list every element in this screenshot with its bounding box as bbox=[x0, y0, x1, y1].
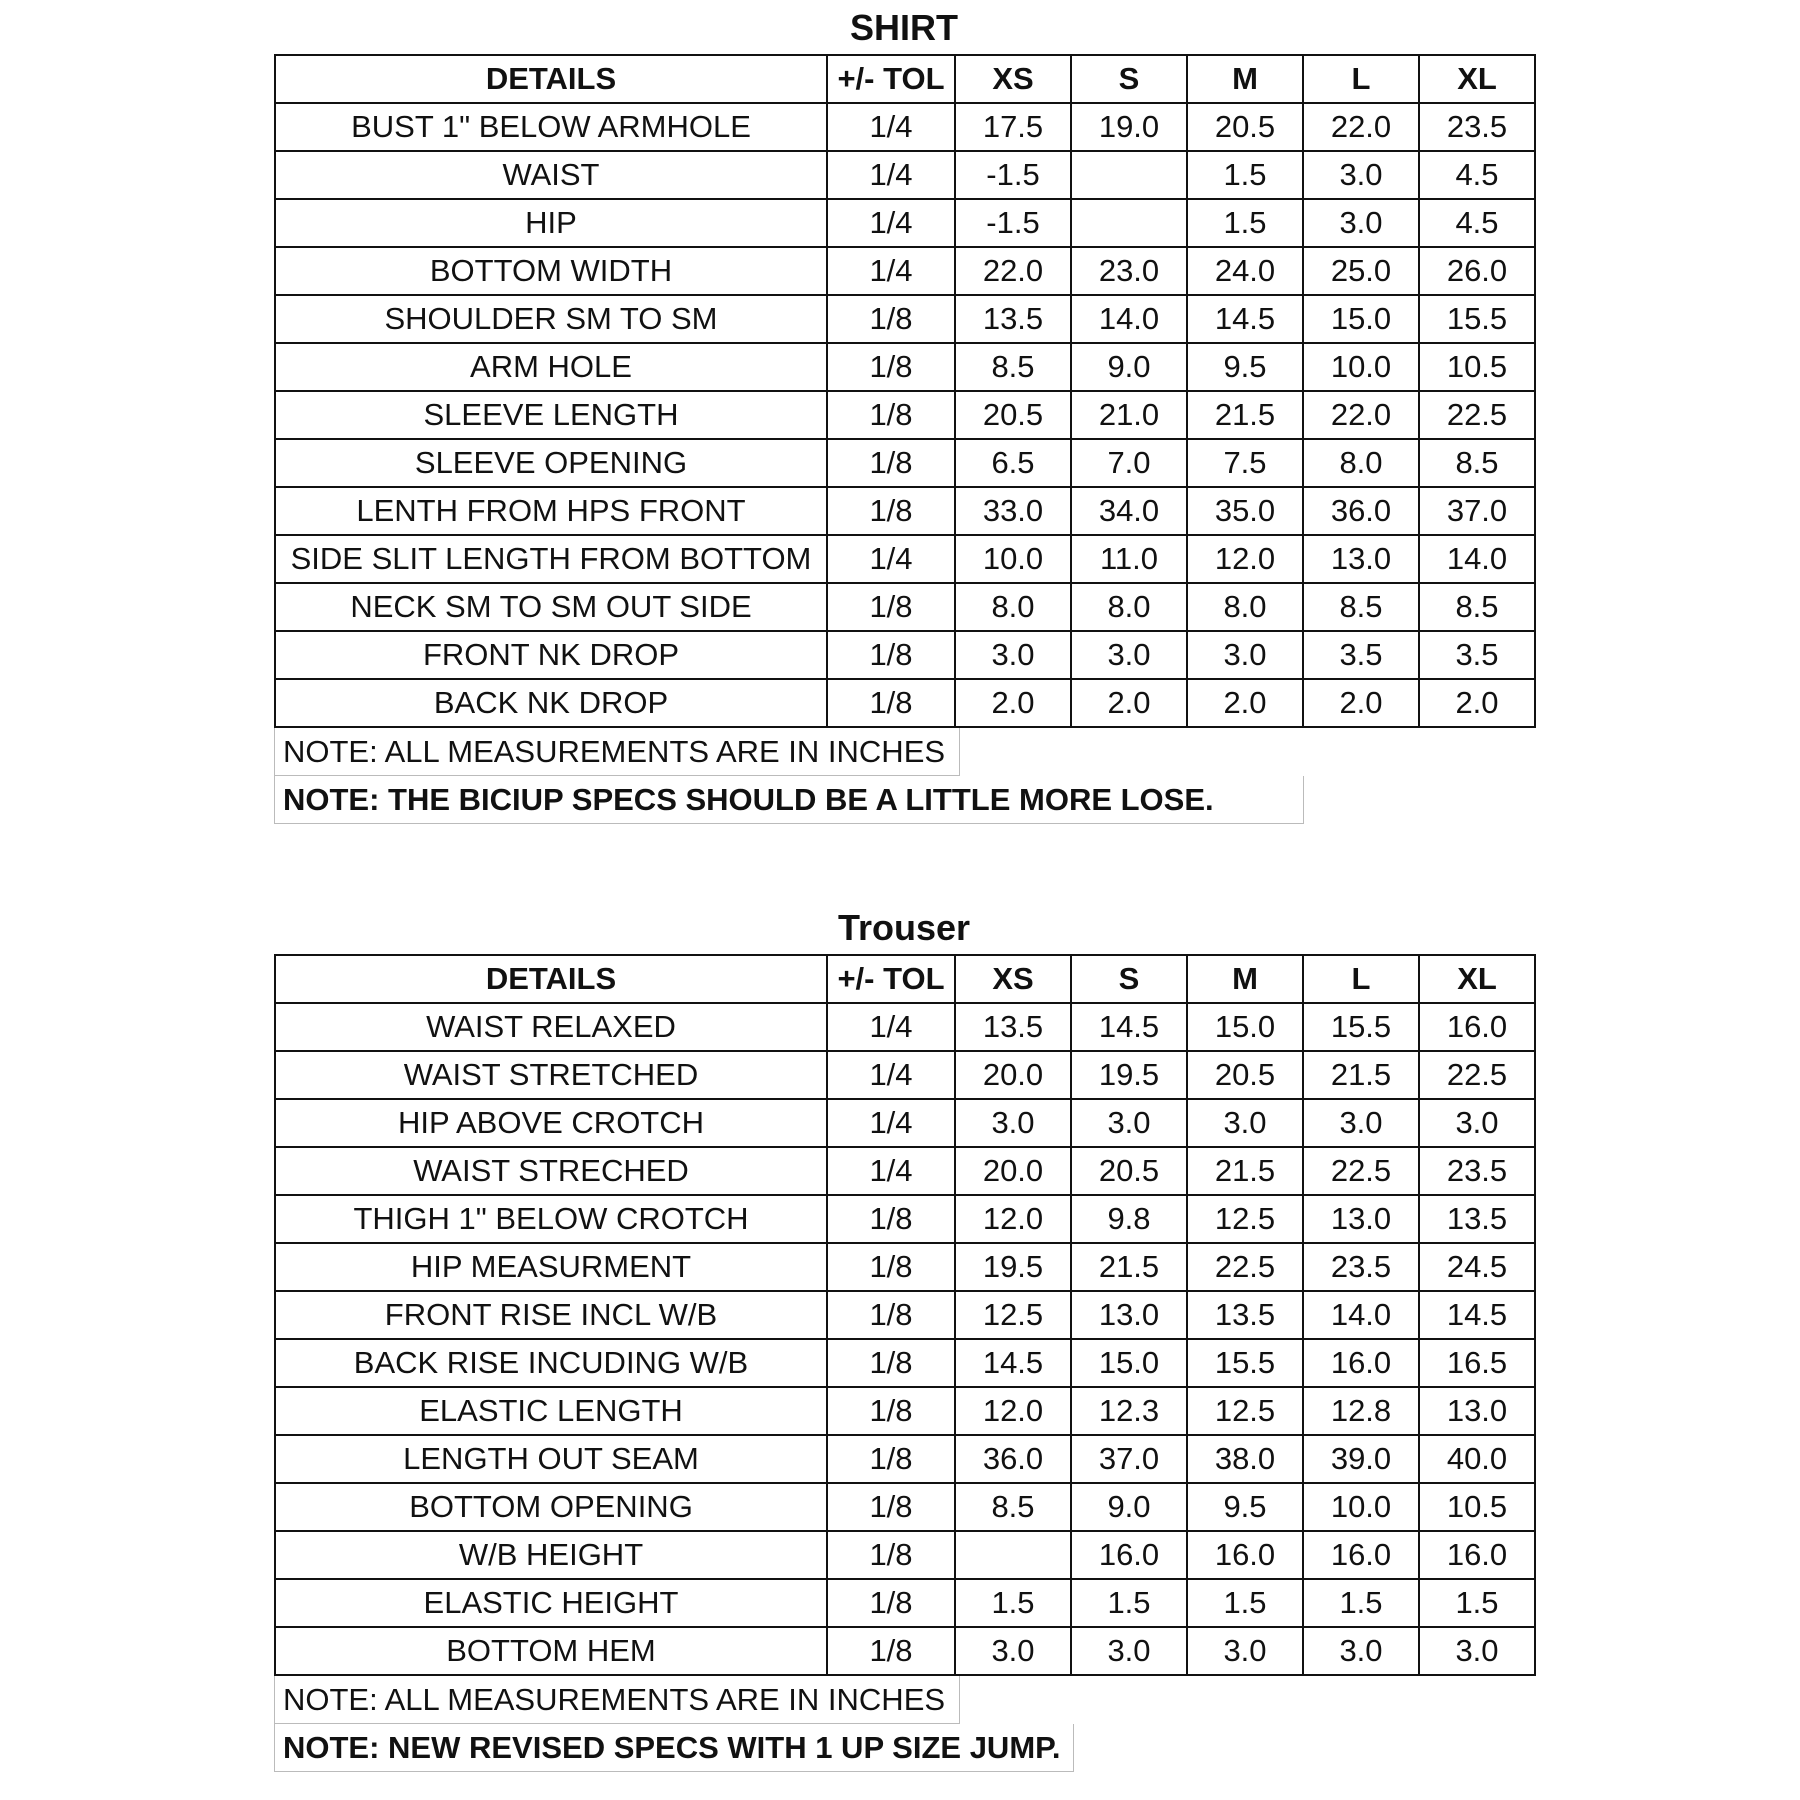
cell-tol: 1/8 bbox=[827, 1291, 955, 1339]
cell-s: 14.5 bbox=[1071, 1003, 1187, 1051]
cell-tol: 1/8 bbox=[827, 1531, 955, 1579]
cell-s: 9.8 bbox=[1071, 1195, 1187, 1243]
cell-xs: 12.0 bbox=[955, 1387, 1071, 1435]
trouser-header-l: L bbox=[1303, 955, 1419, 1003]
cell-xl: 13.5 bbox=[1419, 1195, 1535, 1243]
cell-xl: 23.5 bbox=[1419, 103, 1535, 151]
table-row bbox=[275, 1483, 1535, 1531]
cell-tol: 1/8 bbox=[827, 343, 955, 391]
shirt-table-body bbox=[275, 103, 1535, 727]
cell-details: LENTH FROM HPS FRONT bbox=[275, 487, 827, 535]
cell-l: 21.5 bbox=[1303, 1051, 1419, 1099]
cell-xl: 14.0 bbox=[1419, 535, 1535, 583]
cell-m: 1.5 bbox=[1187, 199, 1303, 247]
cell-s: 3.0 bbox=[1071, 631, 1187, 679]
cell-l: 15.0 bbox=[1303, 295, 1419, 343]
table-row bbox=[275, 1195, 1535, 1243]
cell-tol: 1/8 bbox=[827, 631, 955, 679]
cell-m: 21.5 bbox=[1187, 1147, 1303, 1195]
cell-m: 35.0 bbox=[1187, 487, 1303, 535]
cell-m: 3.0 bbox=[1187, 631, 1303, 679]
shirt-section bbox=[274, 2, 1534, 824]
cell-l: 16.0 bbox=[1303, 1531, 1419, 1579]
cell-xl: 4.5 bbox=[1419, 151, 1535, 199]
cell-m: 16.0 bbox=[1187, 1531, 1303, 1579]
cell-tol: 1/4 bbox=[827, 1003, 955, 1051]
cell-details: BOTTOM WIDTH bbox=[275, 247, 827, 295]
cell-details: SHOULDER SM TO SM bbox=[275, 295, 827, 343]
cell-xl: 3.0 bbox=[1419, 1099, 1535, 1147]
cell-m: 20.5 bbox=[1187, 103, 1303, 151]
cell-xl: 24.5 bbox=[1419, 1243, 1535, 1291]
cell-details: BACK NK DROP bbox=[275, 679, 827, 727]
cell-l: 10.0 bbox=[1303, 1483, 1419, 1531]
cell-s: 12.3 bbox=[1071, 1387, 1187, 1435]
shirt-header-details: DETAILS bbox=[275, 55, 827, 103]
table-row bbox=[275, 1435, 1535, 1483]
cell-xl: 22.5 bbox=[1419, 391, 1535, 439]
cell-s: 19.5 bbox=[1071, 1051, 1187, 1099]
cell-m: 1.5 bbox=[1187, 1579, 1303, 1627]
cell-m: 20.5 bbox=[1187, 1051, 1303, 1099]
cell-tol: 1/4 bbox=[827, 103, 955, 151]
cell-s: 7.0 bbox=[1071, 439, 1187, 487]
cell-xs: 3.0 bbox=[955, 1627, 1071, 1675]
cell-m: 21.5 bbox=[1187, 391, 1303, 439]
cell-details: BUST 1" BELOW ARMHOLE bbox=[275, 103, 827, 151]
cell-details: WAIST STRECHED bbox=[275, 1147, 827, 1195]
table-row bbox=[275, 1579, 1535, 1627]
cell-xs: 14.5 bbox=[955, 1339, 1071, 1387]
cell-m: 3.0 bbox=[1187, 1099, 1303, 1147]
cell-tol: 1/8 bbox=[827, 679, 955, 727]
cell-xs: 12.0 bbox=[955, 1195, 1071, 1243]
table-row bbox=[275, 1003, 1535, 1051]
cell-xl: 8.5 bbox=[1419, 439, 1535, 487]
table-row bbox=[275, 1147, 1535, 1195]
cell-l: 15.5 bbox=[1303, 1003, 1419, 1051]
cell-s: 19.0 bbox=[1071, 103, 1187, 151]
cell-xl: 22.5 bbox=[1419, 1051, 1535, 1099]
cell-s bbox=[1071, 199, 1187, 247]
cell-l: 12.8 bbox=[1303, 1387, 1419, 1435]
cell-m: 38.0 bbox=[1187, 1435, 1303, 1483]
cell-s: 13.0 bbox=[1071, 1291, 1187, 1339]
cell-m: 2.0 bbox=[1187, 679, 1303, 727]
table-row bbox=[275, 103, 1535, 151]
cell-details: FRONT RISE INCL W/B bbox=[275, 1291, 827, 1339]
cell-xs: 36.0 bbox=[955, 1435, 1071, 1483]
shirt-note-biciup: NOTE: THE BICIUP SPECS SHOULD BE A LITTLE MORE LOSE. bbox=[274, 776, 1304, 824]
cell-l: 8.5 bbox=[1303, 583, 1419, 631]
table-row bbox=[275, 1099, 1535, 1147]
cell-s: 9.0 bbox=[1071, 1483, 1187, 1531]
shirt-note-units: NOTE: ALL MEASUREMENTS ARE IN INCHES bbox=[274, 728, 960, 776]
table-row bbox=[275, 439, 1535, 487]
cell-s: 9.0 bbox=[1071, 343, 1187, 391]
cell-tol: 1/8 bbox=[827, 487, 955, 535]
cell-details: ELASTIC LENGTH bbox=[275, 1387, 827, 1435]
cell-l: 16.0 bbox=[1303, 1339, 1419, 1387]
cell-details: BOTTOM OPENING bbox=[275, 1483, 827, 1531]
table-row bbox=[275, 535, 1535, 583]
cell-details: HIP ABOVE CROTCH bbox=[275, 1099, 827, 1147]
cell-tol: 1/4 bbox=[827, 151, 955, 199]
cell-l: 3.0 bbox=[1303, 199, 1419, 247]
cell-details: SLEEVE LENGTH bbox=[275, 391, 827, 439]
cell-m: 7.5 bbox=[1187, 439, 1303, 487]
cell-s: 15.0 bbox=[1071, 1339, 1187, 1387]
cell-tol: 1/8 bbox=[827, 295, 955, 343]
cell-xs: 3.0 bbox=[955, 631, 1071, 679]
trouser-header-xs: XS bbox=[955, 955, 1071, 1003]
cell-xl: 16.0 bbox=[1419, 1003, 1535, 1051]
cell-l: 3.0 bbox=[1303, 1627, 1419, 1675]
trouser-header-tol: +/- TOL bbox=[827, 955, 955, 1003]
cell-xl: 13.0 bbox=[1419, 1387, 1535, 1435]
cell-details: BOTTOM HEM bbox=[275, 1627, 827, 1675]
cell-details: HIP MEASURMENT bbox=[275, 1243, 827, 1291]
cell-s bbox=[1071, 151, 1187, 199]
table-row bbox=[275, 1339, 1535, 1387]
cell-xl: 37.0 bbox=[1419, 487, 1535, 535]
cell-m: 12.5 bbox=[1187, 1387, 1303, 1435]
cell-m: 3.0 bbox=[1187, 1627, 1303, 1675]
cell-xs: 20.0 bbox=[955, 1051, 1071, 1099]
cell-m: 14.5 bbox=[1187, 295, 1303, 343]
table-row bbox=[275, 391, 1535, 439]
cell-l: 2.0 bbox=[1303, 679, 1419, 727]
table-row bbox=[275, 583, 1535, 631]
cell-xs: 20.0 bbox=[955, 1147, 1071, 1195]
cell-s: 1.5 bbox=[1071, 1579, 1187, 1627]
cell-tol: 1/8 bbox=[827, 1339, 955, 1387]
shirt-header-l: L bbox=[1303, 55, 1419, 103]
cell-l: 10.0 bbox=[1303, 343, 1419, 391]
cell-l: 22.0 bbox=[1303, 103, 1419, 151]
cell-l: 3.0 bbox=[1303, 151, 1419, 199]
cell-xl: 10.5 bbox=[1419, 1483, 1535, 1531]
cell-details: WAIST RELAXED bbox=[275, 1003, 827, 1051]
cell-xs: 33.0 bbox=[955, 487, 1071, 535]
cell-xl: 16.5 bbox=[1419, 1339, 1535, 1387]
cell-s: 3.0 bbox=[1071, 1627, 1187, 1675]
cell-s: 8.0 bbox=[1071, 583, 1187, 631]
cell-tol: 1/4 bbox=[827, 1099, 955, 1147]
cell-tol: 1/8 bbox=[827, 439, 955, 487]
cell-xs: 13.5 bbox=[955, 295, 1071, 343]
cell-l: 36.0 bbox=[1303, 487, 1419, 535]
cell-tol: 1/4 bbox=[827, 1051, 955, 1099]
cell-tol: 1/4 bbox=[827, 199, 955, 247]
cell-m: 15.5 bbox=[1187, 1339, 1303, 1387]
cell-details: SIDE SLIT LENGTH FROM BOTTOM bbox=[275, 535, 827, 583]
cell-m: 22.5 bbox=[1187, 1243, 1303, 1291]
cell-m: 15.0 bbox=[1187, 1003, 1303, 1051]
cell-xl: 2.0 bbox=[1419, 679, 1535, 727]
table-row bbox=[275, 631, 1535, 679]
trouser-table-body bbox=[275, 1003, 1535, 1675]
shirt-header-xl: XL bbox=[1419, 55, 1535, 103]
cell-xl: 4.5 bbox=[1419, 199, 1535, 247]
table-row bbox=[275, 1051, 1535, 1099]
cell-xs: 8.5 bbox=[955, 1483, 1071, 1531]
cell-m: 9.5 bbox=[1187, 343, 1303, 391]
cell-m: 1.5 bbox=[1187, 151, 1303, 199]
cell-details: W/B HEIGHT bbox=[275, 1531, 827, 1579]
cell-xs: -1.5 bbox=[955, 151, 1071, 199]
cell-tol: 1/8 bbox=[827, 1627, 955, 1675]
cell-xl: 14.5 bbox=[1419, 1291, 1535, 1339]
trouser-note-units: NOTE: ALL MEASUREMENTS ARE IN INCHES bbox=[274, 1676, 960, 1724]
trouser-header-s: S bbox=[1071, 955, 1187, 1003]
trouser-title: Trouser bbox=[837, 907, 971, 948]
trouser-note-revised: NOTE: NEW REVISED SPECS WITH 1 UP SIZE JUMP. bbox=[274, 1724, 1074, 1772]
cell-tol: 1/4 bbox=[827, 535, 955, 583]
table-row bbox=[275, 151, 1535, 199]
cell-xs: 20.5 bbox=[955, 391, 1071, 439]
cell-xl: 26.0 bbox=[1419, 247, 1535, 295]
cell-l: 23.5 bbox=[1303, 1243, 1419, 1291]
cell-xl: 3.0 bbox=[1419, 1627, 1535, 1675]
cell-tol: 1/8 bbox=[827, 1435, 955, 1483]
trouser-header-m: M bbox=[1187, 955, 1303, 1003]
cell-details: WAIST STRETCHED bbox=[275, 1051, 827, 1099]
cell-tol: 1/4 bbox=[827, 1147, 955, 1195]
cell-l: 25.0 bbox=[1303, 247, 1419, 295]
cell-l: 22.0 bbox=[1303, 391, 1419, 439]
cell-tol: 1/8 bbox=[827, 1483, 955, 1531]
cell-s: 16.0 bbox=[1071, 1531, 1187, 1579]
table-row bbox=[275, 199, 1535, 247]
cell-l: 22.5 bbox=[1303, 1147, 1419, 1195]
cell-l: 8.0 bbox=[1303, 439, 1419, 487]
cell-m: 24.0 bbox=[1187, 247, 1303, 295]
cell-m: 12.5 bbox=[1187, 1195, 1303, 1243]
cell-m: 13.5 bbox=[1187, 1291, 1303, 1339]
cell-xs: 8.5 bbox=[955, 343, 1071, 391]
trouser-header-row bbox=[275, 955, 1535, 1003]
cell-s: 11.0 bbox=[1071, 535, 1187, 583]
cell-tol: 1/8 bbox=[827, 1243, 955, 1291]
shirt-header-tol: +/- TOL bbox=[827, 55, 955, 103]
cell-details: HIP bbox=[275, 199, 827, 247]
cell-tol: 1/8 bbox=[827, 1195, 955, 1243]
cell-xl: 10.5 bbox=[1419, 343, 1535, 391]
cell-xs: 3.0 bbox=[955, 1099, 1071, 1147]
cell-xl: 15.5 bbox=[1419, 295, 1535, 343]
cell-xl: 40.0 bbox=[1419, 1435, 1535, 1483]
table-row bbox=[275, 247, 1535, 295]
trouser-spec-table bbox=[274, 954, 1536, 1676]
table-row bbox=[275, 487, 1535, 535]
shirt-header-row bbox=[275, 55, 1535, 103]
cell-xs: 22.0 bbox=[955, 247, 1071, 295]
cell-tol: 1/8 bbox=[827, 391, 955, 439]
table-row bbox=[275, 1627, 1535, 1675]
trouser-header-details: DETAILS bbox=[275, 955, 827, 1003]
cell-s: 34.0 bbox=[1071, 487, 1187, 535]
cell-l: 13.0 bbox=[1303, 1195, 1419, 1243]
cell-details: WAIST bbox=[275, 151, 827, 199]
cell-xs: 10.0 bbox=[955, 535, 1071, 583]
cell-m: 9.5 bbox=[1187, 1483, 1303, 1531]
shirt-title: SHIRT bbox=[850, 7, 958, 48]
trouser-header-xl: XL bbox=[1419, 955, 1535, 1003]
cell-tol: 1/8 bbox=[827, 583, 955, 631]
cell-s: 20.5 bbox=[1071, 1147, 1187, 1195]
cell-details: LENGTH OUT SEAM bbox=[275, 1435, 827, 1483]
cell-xl: 16.0 bbox=[1419, 1531, 1535, 1579]
table-row bbox=[275, 1243, 1535, 1291]
cell-xs: 8.0 bbox=[955, 583, 1071, 631]
cell-s: 23.0 bbox=[1071, 247, 1187, 295]
cell-details: NECK SM TO SM OUT SIDE bbox=[275, 583, 827, 631]
table-row bbox=[275, 295, 1535, 343]
cell-s: 14.0 bbox=[1071, 295, 1187, 343]
shirt-spec-table bbox=[274, 54, 1536, 728]
table-row bbox=[275, 679, 1535, 727]
cell-s: 21.0 bbox=[1071, 391, 1187, 439]
cell-l: 3.5 bbox=[1303, 631, 1419, 679]
table-row bbox=[275, 1531, 1535, 1579]
cell-l: 14.0 bbox=[1303, 1291, 1419, 1339]
cell-xs: 13.5 bbox=[955, 1003, 1071, 1051]
cell-xs: 2.0 bbox=[955, 679, 1071, 727]
cell-l: 1.5 bbox=[1303, 1579, 1419, 1627]
cell-m: 12.0 bbox=[1187, 535, 1303, 583]
cell-xs: 12.5 bbox=[955, 1291, 1071, 1339]
cell-s: 37.0 bbox=[1071, 1435, 1187, 1483]
cell-details: FRONT NK DROP bbox=[275, 631, 827, 679]
table-row bbox=[275, 1387, 1535, 1435]
shirt-header-m: M bbox=[1187, 55, 1303, 103]
cell-xs: 17.5 bbox=[955, 103, 1071, 151]
cell-xl: 23.5 bbox=[1419, 1147, 1535, 1195]
cell-tol: 1/8 bbox=[827, 1387, 955, 1435]
cell-details: BACK RISE INCUDING W/B bbox=[275, 1339, 827, 1387]
cell-xs bbox=[955, 1531, 1071, 1579]
cell-tol: 1/4 bbox=[827, 247, 955, 295]
cell-s: 21.5 bbox=[1071, 1243, 1187, 1291]
cell-l: 39.0 bbox=[1303, 1435, 1419, 1483]
cell-xs: 19.5 bbox=[955, 1243, 1071, 1291]
cell-xs: 1.5 bbox=[955, 1579, 1071, 1627]
shirt-header-xs: XS bbox=[955, 55, 1071, 103]
table-row bbox=[275, 343, 1535, 391]
cell-xl: 1.5 bbox=[1419, 1579, 1535, 1627]
shirt-header-s: S bbox=[1071, 55, 1187, 103]
cell-tol: 1/8 bbox=[827, 1579, 955, 1627]
cell-xs: 6.5 bbox=[955, 439, 1071, 487]
cell-details: ARM HOLE bbox=[275, 343, 827, 391]
cell-xl: 8.5 bbox=[1419, 583, 1535, 631]
trouser-section bbox=[274, 902, 1534, 1772]
cell-l: 13.0 bbox=[1303, 535, 1419, 583]
cell-s: 2.0 bbox=[1071, 679, 1187, 727]
cell-details: THIGH 1" BELOW CROTCH bbox=[275, 1195, 827, 1243]
table-row bbox=[275, 1291, 1535, 1339]
cell-s: 3.0 bbox=[1071, 1099, 1187, 1147]
cell-xs: -1.5 bbox=[955, 199, 1071, 247]
cell-details: ELASTIC HEIGHT bbox=[275, 1579, 827, 1627]
cell-xl: 3.5 bbox=[1419, 631, 1535, 679]
cell-l: 3.0 bbox=[1303, 1099, 1419, 1147]
cell-m: 8.0 bbox=[1187, 583, 1303, 631]
cell-details: SLEEVE OPENING bbox=[275, 439, 827, 487]
